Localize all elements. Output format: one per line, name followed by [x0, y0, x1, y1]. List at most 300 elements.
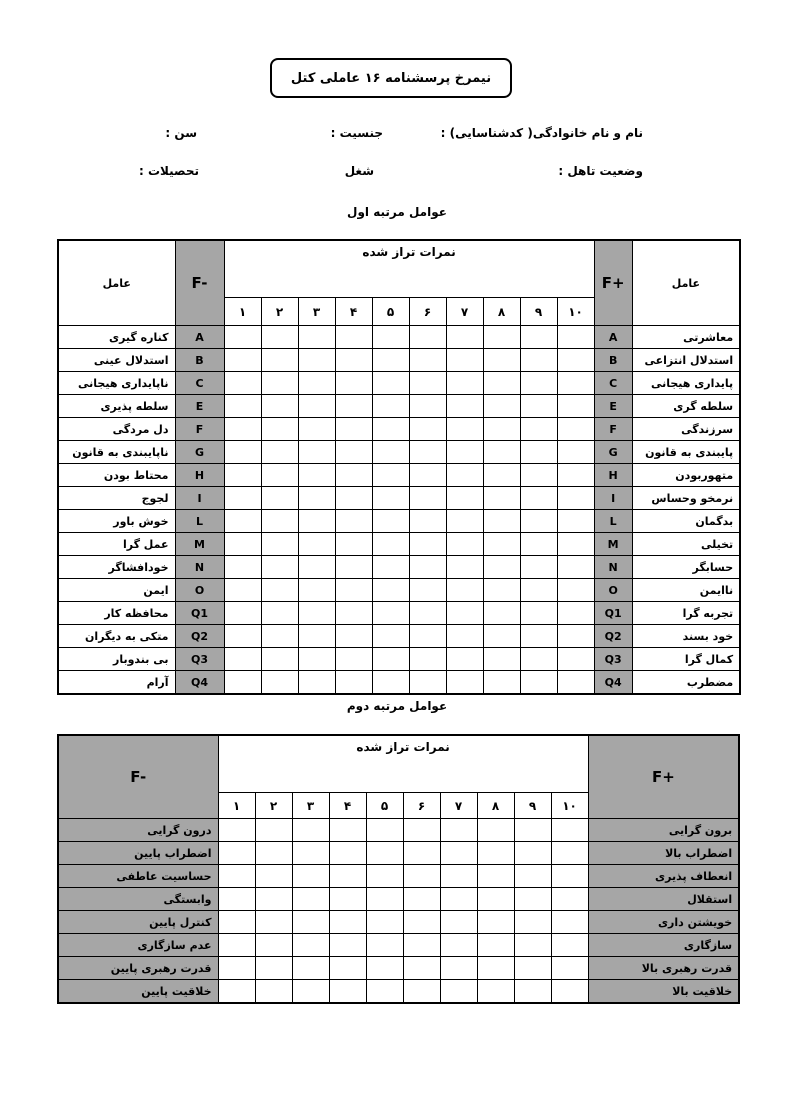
score-cell[interactable]: [366, 911, 403, 934]
positive-trait: سلطه گری: [632, 395, 740, 418]
score-cell[interactable]: [335, 556, 372, 579]
score-cell[interactable]: [224, 395, 261, 418]
score-cell[interactable]: [335, 487, 372, 510]
score-cell[interactable]: [514, 842, 551, 865]
score-cell[interactable]: [477, 888, 514, 911]
score-number-header: ۱: [218, 793, 255, 819]
score-cell[interactable]: [557, 395, 594, 418]
score-cell[interactable]: [446, 326, 483, 349]
score-cell[interactable]: [477, 911, 514, 934]
score-cell[interactable]: [514, 865, 551, 888]
score-cell[interactable]: [224, 579, 261, 602]
score-cell[interactable]: [335, 464, 372, 487]
score-cell[interactable]: [557, 464, 594, 487]
score-cell[interactable]: [372, 349, 409, 372]
score-cell[interactable]: [440, 957, 477, 980]
factor-row: [58, 418, 740, 441]
score-cell[interactable]: [551, 888, 588, 911]
negative-trait: محتاط بودن: [58, 464, 175, 487]
score-cell[interactable]: [335, 372, 372, 395]
score-cell[interactable]: [483, 372, 520, 395]
second-order-row: [58, 842, 739, 865]
score-cell[interactable]: [403, 819, 440, 842]
score-cell[interactable]: [261, 510, 298, 533]
score-cell[interactable]: [372, 556, 409, 579]
score-cell[interactable]: [483, 671, 520, 695]
score-cell[interactable]: [557, 349, 594, 372]
factor-code: C: [594, 372, 632, 395]
score-cell[interactable]: [520, 487, 557, 510]
score-cell[interactable]: [218, 888, 255, 911]
score-cell[interactable]: [298, 349, 335, 372]
score-cell[interactable]: [446, 556, 483, 579]
score-cell[interactable]: [477, 934, 514, 957]
positive-trait: تجربه گرا: [632, 602, 740, 625]
score-cell[interactable]: [483, 556, 520, 579]
score-cell[interactable]: [298, 395, 335, 418]
score-cell[interactable]: [298, 418, 335, 441]
negative-trait: استدلال عینی: [58, 349, 175, 372]
score-cell[interactable]: [409, 487, 446, 510]
score-cell[interactable]: [218, 819, 255, 842]
score-number-header: ۲: [255, 793, 292, 819]
score-cell[interactable]: [298, 441, 335, 464]
score-cell[interactable]: [335, 602, 372, 625]
factor-code: L: [594, 510, 632, 533]
score-cell[interactable]: [366, 842, 403, 865]
score-cell[interactable]: [372, 671, 409, 695]
score-cell[interactable]: [255, 980, 292, 1004]
score-cell[interactable]: [477, 842, 514, 865]
education-field-label: تحصیلات :: [138, 164, 199, 178]
score-cell[interactable]: [329, 819, 366, 842]
score-cell[interactable]: [335, 441, 372, 464]
positive-trait: تخیلی: [632, 533, 740, 556]
score-cell[interactable]: [520, 372, 557, 395]
score-cell[interactable]: [440, 980, 477, 1004]
score-cell[interactable]: [298, 326, 335, 349]
score-cell[interactable]: [224, 533, 261, 556]
score-cell[interactable]: [409, 441, 446, 464]
score-cell[interactable]: [440, 819, 477, 842]
score-cell[interactable]: [446, 349, 483, 372]
score-cell[interactable]: [255, 957, 292, 980]
score-cell[interactable]: [520, 648, 557, 671]
score-cell[interactable]: [329, 980, 366, 1004]
score-cell[interactable]: [551, 934, 588, 957]
negative-trait: بی بندوبار: [58, 648, 175, 671]
score-cell[interactable]: [477, 865, 514, 888]
negative-trait: حساسیت عاطفی: [58, 865, 218, 888]
score-cell[interactable]: [409, 556, 446, 579]
score-cell[interactable]: [261, 602, 298, 625]
score-cell[interactable]: [298, 671, 335, 695]
score-cell[interactable]: [335, 395, 372, 418]
score-cell[interactable]: [224, 441, 261, 464]
score-cell[interactable]: [372, 326, 409, 349]
score-cell[interactable]: [329, 911, 366, 934]
score-cell[interactable]: [514, 980, 551, 1004]
score-cell[interactable]: [551, 865, 588, 888]
score-cell[interactable]: [261, 533, 298, 556]
score-cell[interactable]: [520, 671, 557, 695]
gender-field-label: جنسیت :: [330, 126, 383, 140]
score-cell[interactable]: [557, 533, 594, 556]
score-cell[interactable]: [409, 510, 446, 533]
score-cell[interactable]: [298, 464, 335, 487]
score-cell[interactable]: [514, 911, 551, 934]
factor-row: [58, 326, 740, 349]
score-number-header: ۵: [366, 793, 403, 819]
score-cell[interactable]: [298, 372, 335, 395]
score-cell[interactable]: [440, 888, 477, 911]
score-cell[interactable]: [255, 888, 292, 911]
score-cell[interactable]: [261, 464, 298, 487]
score-cell[interactable]: [366, 819, 403, 842]
score-cell[interactable]: [372, 395, 409, 418]
score-cell[interactable]: [446, 418, 483, 441]
score-cell[interactable]: [224, 487, 261, 510]
score-cell[interactable]: [335, 326, 372, 349]
score-cell[interactable]: [446, 395, 483, 418]
score-cell[interactable]: [255, 819, 292, 842]
score-cell[interactable]: [372, 510, 409, 533]
score-cell[interactable]: [440, 865, 477, 888]
score-cell[interactable]: [218, 934, 255, 957]
score-cell[interactable]: [261, 372, 298, 395]
score-cell[interactable]: [483, 349, 520, 372]
negative-trait: ناپایداری هیجانی: [58, 372, 175, 395]
score-cell[interactable]: [329, 957, 366, 980]
positive-trait: بدگمان: [632, 510, 740, 533]
score-cell[interactable]: [366, 865, 403, 888]
score-cell[interactable]: [409, 326, 446, 349]
score-number-header: ۱: [224, 298, 261, 326]
score-cell[interactable]: [298, 556, 335, 579]
score-cell[interactable]: [255, 865, 292, 888]
score-cell[interactable]: [298, 602, 335, 625]
score-cell[interactable]: [292, 842, 329, 865]
score-cell[interactable]: [557, 418, 594, 441]
score-cell[interactable]: [557, 602, 594, 625]
score-cell[interactable]: [409, 395, 446, 418]
score-cell[interactable]: [218, 957, 255, 980]
factor-code: F: [175, 418, 224, 441]
factor-code: M: [594, 533, 632, 556]
score-cell[interactable]: [514, 819, 551, 842]
score-cell[interactable]: [292, 911, 329, 934]
score-cell[interactable]: [520, 533, 557, 556]
score-cell[interactable]: [335, 671, 372, 695]
score-cell[interactable]: [409, 625, 446, 648]
score-cell[interactable]: [329, 934, 366, 957]
score-cell[interactable]: [557, 372, 594, 395]
score-cell[interactable]: [292, 819, 329, 842]
score-cell[interactable]: [224, 556, 261, 579]
score-cell[interactable]: [557, 556, 594, 579]
score-cell[interactable]: [514, 934, 551, 957]
score-cell[interactable]: [261, 671, 298, 695]
score-cell[interactable]: [409, 349, 446, 372]
score-cell[interactable]: [409, 418, 446, 441]
score-cell[interactable]: [298, 510, 335, 533]
score-cell[interactable]: [261, 625, 298, 648]
score-cell[interactable]: [218, 980, 255, 1004]
factor-code: E: [594, 395, 632, 418]
score-cell[interactable]: [261, 487, 298, 510]
score-cell[interactable]: [335, 648, 372, 671]
second-order-row: [58, 819, 739, 842]
score-cell[interactable]: [372, 418, 409, 441]
score-cell[interactable]: [335, 533, 372, 556]
factor-code: G: [175, 441, 224, 464]
score-cell[interactable]: [261, 349, 298, 372]
scores-label: نمرات تراز شده: [224, 240, 594, 298]
score-cell[interactable]: [224, 372, 261, 395]
score-cell[interactable]: [224, 349, 261, 372]
score-cell[interactable]: [224, 510, 261, 533]
score-cell[interactable]: [366, 957, 403, 980]
score-cell[interactable]: [557, 625, 594, 648]
factor-code: B: [175, 349, 224, 372]
score-cell[interactable]: [335, 349, 372, 372]
score-cell[interactable]: [261, 441, 298, 464]
score-cell[interactable]: [224, 464, 261, 487]
score-cell[interactable]: [520, 326, 557, 349]
score-cell[interactable]: [255, 842, 292, 865]
score-cell[interactable]: [477, 819, 514, 842]
score-cell[interactable]: [520, 349, 557, 372]
score-cell[interactable]: [261, 418, 298, 441]
score-cell[interactable]: [557, 441, 594, 464]
score-cell[interactable]: [483, 487, 520, 510]
score-cell[interactable]: [477, 980, 514, 1004]
score-cell[interactable]: [483, 441, 520, 464]
score-cell[interactable]: [329, 842, 366, 865]
score-cell[interactable]: [520, 441, 557, 464]
score-cell[interactable]: [446, 648, 483, 671]
score-cell[interactable]: [446, 579, 483, 602]
negative-trait: خوش باور: [58, 510, 175, 533]
score-cell[interactable]: [403, 934, 440, 957]
score-cell[interactable]: [335, 418, 372, 441]
score-cell[interactable]: [446, 602, 483, 625]
score-cell[interactable]: [446, 487, 483, 510]
score-cell[interactable]: [403, 911, 440, 934]
score-cell[interactable]: [557, 579, 594, 602]
score-cell[interactable]: [372, 464, 409, 487]
score-cell[interactable]: [403, 957, 440, 980]
factor-row: [58, 395, 740, 418]
score-cell[interactable]: [520, 395, 557, 418]
score-cell[interactable]: [440, 842, 477, 865]
factor-code: Q4: [175, 671, 224, 695]
negative-trait: کناره گیری: [58, 326, 175, 349]
score-cell[interactable]: [329, 888, 366, 911]
score-cell[interactable]: [557, 648, 594, 671]
score-cell[interactable]: [409, 671, 446, 695]
score-cell[interactable]: [551, 819, 588, 842]
score-cell[interactable]: [224, 602, 261, 625]
score-cell[interactable]: [483, 625, 520, 648]
score-cell[interactable]: [557, 510, 594, 533]
score-cell[interactable]: [446, 372, 483, 395]
score-cell[interactable]: [224, 648, 261, 671]
score-cell[interactable]: [261, 579, 298, 602]
score-cell[interactable]: [409, 372, 446, 395]
score-cell[interactable]: [403, 980, 440, 1004]
negative-trait: قدرت رهبری پایین: [58, 957, 218, 980]
score-number-header: ۷: [440, 793, 477, 819]
score-cell[interactable]: [446, 464, 483, 487]
score-cell[interactable]: [446, 441, 483, 464]
score-cell[interactable]: [483, 395, 520, 418]
score-cell[interactable]: [218, 865, 255, 888]
score-cell[interactable]: [298, 579, 335, 602]
factor-code: Q2: [594, 625, 632, 648]
score-cell[interactable]: [298, 625, 335, 648]
score-cell[interactable]: [292, 865, 329, 888]
score-cell[interactable]: [224, 625, 261, 648]
score-cell[interactable]: [551, 911, 588, 934]
negative-trait: سلطه پذیری: [58, 395, 175, 418]
factor-code: O: [175, 579, 224, 602]
positive-trait: ناایمن: [632, 579, 740, 602]
score-number-header: ۴: [335, 298, 372, 326]
factor-row: [58, 671, 740, 695]
score-cell[interactable]: [403, 865, 440, 888]
score-cell[interactable]: [557, 671, 594, 695]
score-cell[interactable]: [298, 487, 335, 510]
score-cell[interactable]: [224, 326, 261, 349]
positive-trait: قدرت رهبری بالا: [588, 957, 739, 980]
score-cell[interactable]: [292, 957, 329, 980]
second-order-row: [58, 865, 739, 888]
score-cell[interactable]: [409, 533, 446, 556]
score-cell[interactable]: [520, 579, 557, 602]
factor-row: [58, 441, 740, 464]
score-cell[interactable]: [477, 957, 514, 980]
score-cell[interactable]: [372, 602, 409, 625]
score-cell[interactable]: [446, 510, 483, 533]
score-cell[interactable]: [366, 888, 403, 911]
factor-code: M: [175, 533, 224, 556]
score-cell[interactable]: [403, 888, 440, 911]
score-cell[interactable]: [329, 865, 366, 888]
score-cell[interactable]: [372, 579, 409, 602]
score-cell[interactable]: [366, 934, 403, 957]
score-cell[interactable]: [409, 602, 446, 625]
score-cell[interactable]: [440, 934, 477, 957]
score-cell[interactable]: [218, 842, 255, 865]
positive-trait: متهوربودن: [632, 464, 740, 487]
negative-trait: لجوج: [58, 487, 175, 510]
score-cell[interactable]: [520, 625, 557, 648]
score-cell[interactable]: [409, 648, 446, 671]
score-cell[interactable]: [483, 326, 520, 349]
score-number-header: ۵: [372, 298, 409, 326]
score-cell[interactable]: [514, 957, 551, 980]
score-cell[interactable]: [224, 671, 261, 695]
score-cell[interactable]: [292, 888, 329, 911]
score-cell[interactable]: [446, 625, 483, 648]
negative-trait: آرام: [58, 671, 175, 695]
score-cell[interactable]: [292, 980, 329, 1004]
marital-field-label: وضعیت تاهل :: [558, 164, 643, 178]
score-cell[interactable]: [255, 934, 292, 957]
score-cell[interactable]: [372, 533, 409, 556]
score-cell[interactable]: [366, 980, 403, 1004]
positive-trait: معاشرتی: [632, 326, 740, 349]
score-cell[interactable]: [261, 395, 298, 418]
score-cell[interactable]: [483, 464, 520, 487]
score-cell[interactable]: [520, 510, 557, 533]
score-cell[interactable]: [483, 602, 520, 625]
score-cell[interactable]: [403, 842, 440, 865]
score-cell[interactable]: [372, 487, 409, 510]
score-cell[interactable]: [520, 418, 557, 441]
score-cell[interactable]: [551, 842, 588, 865]
score-cell[interactable]: [520, 602, 557, 625]
score-cell[interactable]: [372, 441, 409, 464]
factor-code: Q2: [175, 625, 224, 648]
score-cell[interactable]: [483, 648, 520, 671]
score-cell[interactable]: [261, 648, 298, 671]
first-order-heading: عوامل مرتبه اول: [347, 205, 447, 219]
score-cell[interactable]: [483, 533, 520, 556]
second-order-row: [58, 934, 739, 957]
score-cell[interactable]: [335, 579, 372, 602]
score-cell[interactable]: [520, 556, 557, 579]
score-cell[interactable]: [261, 326, 298, 349]
score-cell[interactable]: [298, 648, 335, 671]
score-cell[interactable]: [372, 648, 409, 671]
score-cell[interactable]: [372, 372, 409, 395]
score-cell[interactable]: [483, 418, 520, 441]
score-cell[interactable]: [261, 556, 298, 579]
score-cell[interactable]: [372, 625, 409, 648]
score-cell[interactable]: [483, 579, 520, 602]
factor-code: N: [175, 556, 224, 579]
factor-code: A: [175, 326, 224, 349]
score-cell[interactable]: [557, 326, 594, 349]
score-cell[interactable]: [292, 934, 329, 957]
score-cell[interactable]: [514, 888, 551, 911]
score-cell[interactable]: [409, 579, 446, 602]
negative-trait: اضطراب پایین: [58, 842, 218, 865]
factor-code: Q1: [594, 602, 632, 625]
score-cell[interactable]: [255, 911, 292, 934]
factor-code: Q4: [594, 671, 632, 695]
score-cell[interactable]: [298, 533, 335, 556]
score-cell[interactable]: [446, 533, 483, 556]
score-cell[interactable]: [446, 671, 483, 695]
factor-code: B: [594, 349, 632, 372]
score-cell[interactable]: [551, 980, 588, 1004]
score-cell[interactable]: [557, 487, 594, 510]
negative-trait: ناپایبندی به قانون: [58, 441, 175, 464]
first-order-table: [57, 239, 741, 695]
score-cell[interactable]: [224, 418, 261, 441]
score-cell[interactable]: [218, 911, 255, 934]
score-cell[interactable]: [520, 464, 557, 487]
score-cell[interactable]: [551, 957, 588, 980]
score-cell[interactable]: [483, 510, 520, 533]
score-cell[interactable]: [335, 510, 372, 533]
score-cell[interactable]: [335, 625, 372, 648]
score-cell[interactable]: [409, 464, 446, 487]
score-cell[interactable]: [440, 911, 477, 934]
